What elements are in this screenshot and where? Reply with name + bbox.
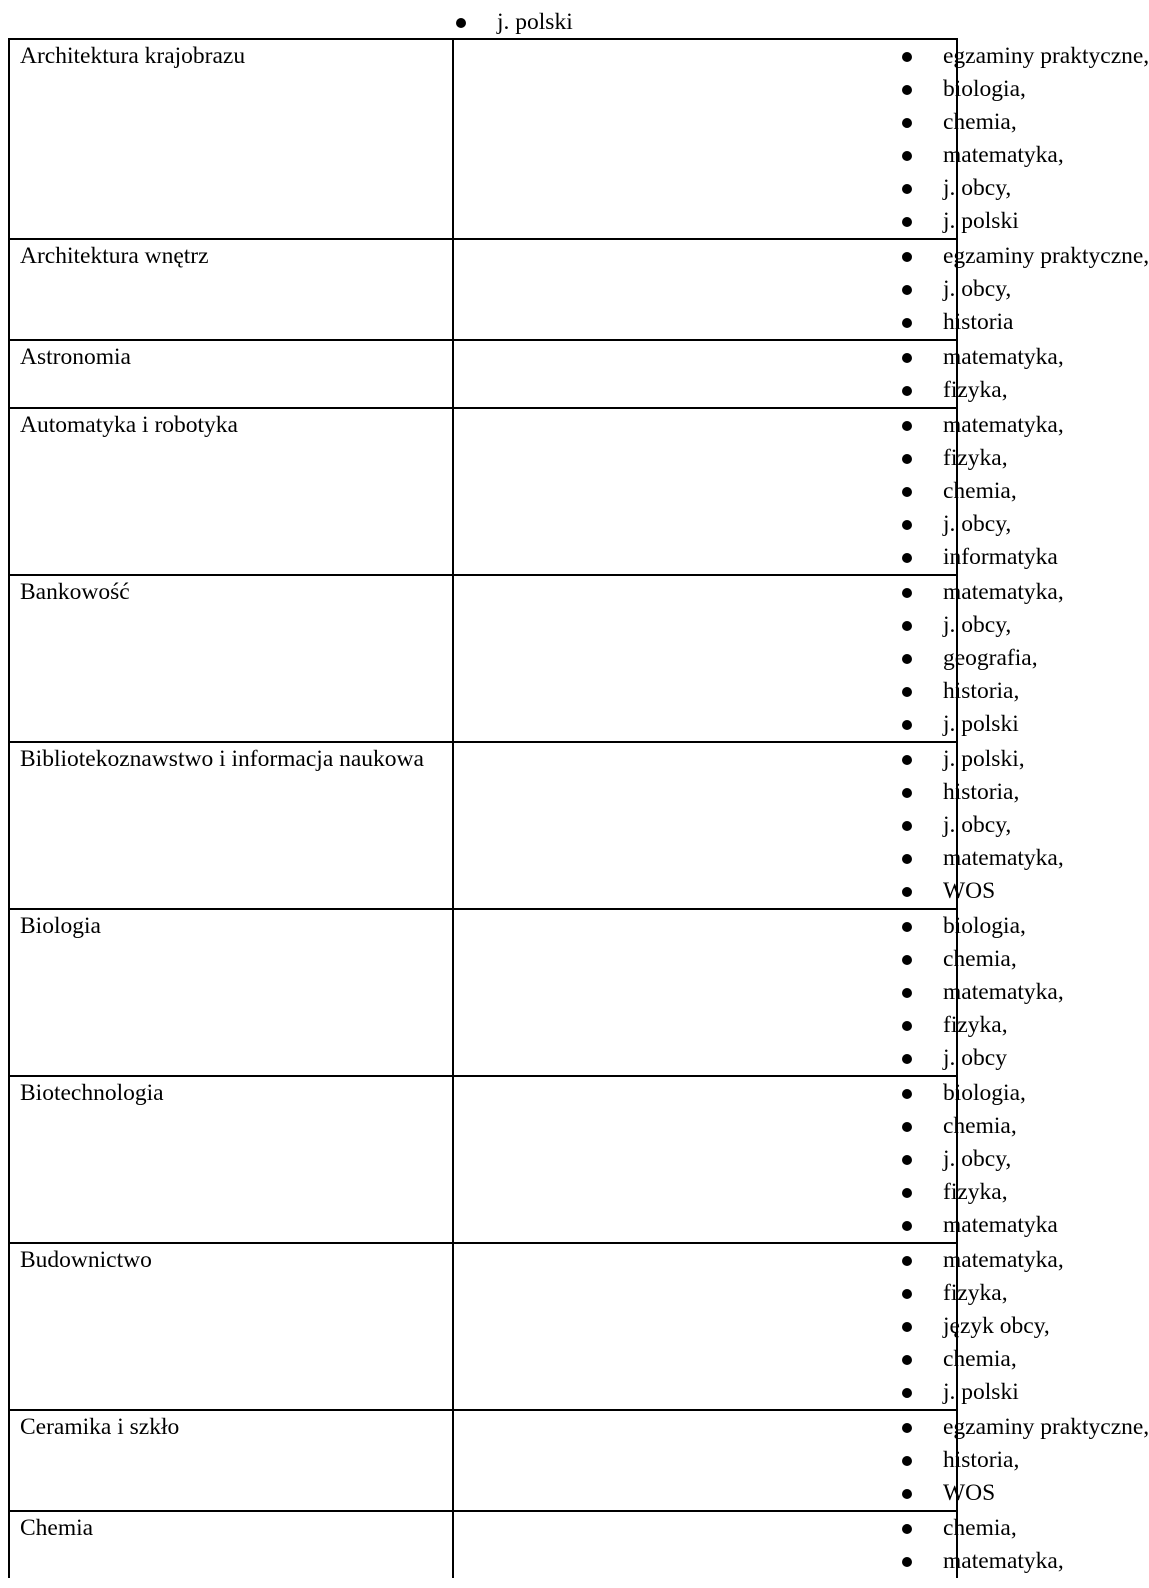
major-name-cell: Budownictwo [9,1243,453,1410]
list-item [905,40,1149,73]
table-row [9,1243,957,1410]
list-item [905,1110,1017,1143]
list-item [905,943,1017,976]
subjects-cell [453,575,1064,742]
subject-text: fizyka, [943,377,1008,403]
bullet-icon [902,654,912,664]
major-name-cell: Architektura krajobrazu [9,39,453,239]
subject-text: matematyka, [943,142,1064,168]
bullet-icon [902,687,912,697]
subject-text: matematyka [943,1212,1058,1238]
subject-list [454,910,1064,1075]
bullet-icon [902,1355,912,1365]
list-item [905,1444,1020,1477]
list-item [905,809,1012,842]
bullet-icon [902,487,912,497]
subjects-cell [453,239,1149,340]
bullet-icon [902,854,912,864]
bullet-icon [902,252,912,262]
subject-text: historia [943,309,1014,335]
subject-text: chemia, [943,1515,1017,1541]
subject-list [454,743,1064,908]
list-item [905,1277,1008,1310]
subject-text: j. polski [943,1379,1019,1405]
list-item [905,106,1017,139]
bullet-icon [902,421,912,431]
list-item [905,306,1014,339]
bullet-icon [902,52,912,62]
major-name-cell: Bankowość [9,575,453,742]
subject-text: egzaminy praktyczne, [943,243,1149,269]
subject-text: matematyka, [943,1548,1064,1574]
subjects-cell [453,1076,1058,1243]
list-item [905,976,1064,1009]
subject-text: fizyka, [943,445,1008,471]
table-body [9,39,1149,1578]
subject-list [454,576,1064,741]
list-item [905,341,1064,374]
subject-list [454,240,1149,339]
list-item [905,1143,1012,1176]
table-row [9,408,957,575]
subjects-cell [453,1410,1149,1511]
subject-list [454,409,1064,574]
bullet-icon [902,1524,912,1534]
list-item [905,1176,1008,1209]
subject-text: chemia, [943,109,1017,135]
subject-text: historia, [943,779,1020,805]
table-row [9,575,957,742]
subjects-cell [453,340,1064,408]
list-item [905,1310,1050,1343]
bullet-icon [902,1221,912,1231]
list-item [905,172,1012,205]
subjects-cell [453,39,1149,239]
list-item [905,1077,1026,1110]
subject-text: egzaminy praktyczne, [943,43,1149,69]
bullet-icon [902,1489,912,1499]
subject-list [454,1244,1064,1409]
bullet-icon [902,1256,912,1266]
bullet-icon [902,1557,912,1567]
bullet-icon [902,788,912,798]
list-item [905,1477,996,1510]
list-item [905,1545,1064,1578]
list-item [905,139,1064,172]
bullet-icon [902,720,912,730]
subject-text: matematyka, [943,979,1064,1005]
subject-text: j. obcy, [943,175,1012,201]
list-item [905,1042,1007,1075]
subject-text: matematyka, [943,845,1064,871]
subject-text: j. obcy, [943,812,1012,838]
subject-text: matematyka, [943,1247,1064,1273]
bullet-icon [902,988,912,998]
bullet-icon [902,1388,912,1398]
subject-text: matematyka, [943,412,1064,438]
major-name-cell: Biologia [9,909,453,1076]
table-row [9,909,957,1076]
list-item [905,240,1149,273]
list-item [905,442,1008,475]
subject-text: j. polski [943,208,1019,234]
bullet-icon [456,18,466,28]
table-row [9,1076,957,1243]
table-row [9,1410,957,1511]
list-item [905,374,1008,407]
major-name-cell: Architektura wnętrz [9,239,453,340]
subject-text: chemia, [943,1346,1017,1372]
subject-text: chemia, [943,478,1017,504]
subject-text: matematyka, [943,579,1064,605]
subject-text: matematyka, [943,344,1064,370]
subject-text: chemia, [943,1113,1017,1139]
table-row [9,1511,957,1578]
table-row [9,340,957,408]
list-item [905,576,1064,609]
bullet-icon [902,184,912,194]
bullet-icon [902,386,912,396]
list-item [905,1009,1008,1042]
bullet-icon [902,553,912,563]
list-item [905,1244,1064,1277]
subject-text: fizyka, [943,1280,1008,1306]
subjects-cell [453,1243,1064,1410]
bullet-icon [902,353,912,363]
subject-text: fizyka, [943,1179,1008,1205]
subject-text: biologia, [943,913,1026,939]
bullet-icon [902,1122,912,1132]
subject-text: egzaminy praktyczne, [943,1414,1149,1440]
subjects-cell [453,408,1064,575]
subject-text: chemia, [943,946,1017,972]
subject-text: informatyka [943,544,1058,570]
bullet-icon [902,588,912,598]
bullet-icon [902,1155,912,1165]
major-name-cell: Chemia [9,1511,453,1578]
major-name-cell: Biotechnologia [9,1076,453,1243]
subject-text: j. polski [497,9,573,35]
subject-text: j. obcy [943,1045,1007,1071]
list-item [905,1411,1149,1444]
subjects-cell [453,1511,1064,1578]
subject-text: historia, [943,678,1020,704]
list-item [905,409,1064,442]
list-item [905,675,1020,708]
list-item [905,205,1019,238]
list-item [905,910,1026,943]
list-item [905,1209,1058,1242]
list-item [905,776,1020,809]
list-item [905,475,1017,508]
subject-text: j. obcy, [943,1146,1012,1172]
list-item [905,1343,1017,1376]
bullet-icon [902,621,912,631]
list-item [905,875,996,908]
bullet-icon [902,1054,912,1064]
bullet-icon [902,922,912,932]
list-item [905,1376,1019,1409]
subject-list [454,1512,1064,1578]
subject-text: język obcy, [943,1313,1050,1339]
bullet-icon [902,1021,912,1031]
subject-text: j. obcy, [943,511,1012,537]
subject-text: j. polski, [943,746,1025,772]
subject-list [454,40,1149,238]
list-item [905,842,1064,875]
list-item [905,541,1058,574]
list-item [905,73,1026,106]
bullet-icon [902,1423,912,1433]
majors-subjects-table [8,38,1149,1578]
bullet-icon [902,454,912,464]
list-item [905,642,1038,675]
bullet-icon [902,755,912,765]
bullet-icon [902,1089,912,1099]
subject-list [454,1077,1058,1242]
bullet-icon [902,821,912,831]
major-name-cell: Ceramika i szkło [9,1410,453,1511]
subject-text: biologia, [943,1080,1026,1106]
bullet-icon [902,285,912,295]
bullet-icon [902,85,912,95]
major-name-cell: Bibliotekoznawstwo i informacja naukowa [9,742,453,909]
subjects-cell [453,742,1064,909]
list-item [905,743,1025,776]
major-name-cell: Automatyka i robotyka [9,408,453,575]
list-item [905,708,1019,741]
list-item [905,1512,1017,1545]
subject-text: WOS [943,878,996,904]
bullet-icon [902,1456,912,1466]
major-name-cell: Astronomia [9,340,453,408]
bullet-icon [902,217,912,227]
table-row [9,742,957,909]
subject-text: j. polski [943,711,1019,737]
subject-text: geografia, [943,645,1038,671]
subjects-cell [453,909,1064,1076]
subject-list [454,341,1064,407]
bullet-icon [902,318,912,328]
bullet-icon [902,151,912,161]
subject-text: j. obcy, [943,612,1012,638]
subject-list [454,1411,1149,1510]
bullet-icon [902,520,912,530]
subject-text: biologia, [943,76,1026,102]
subject-text: fizyka, [943,1012,1008,1038]
subject-text: historia, [943,1447,1020,1473]
bullet-icon [902,1188,912,1198]
list-item [905,508,1012,541]
list-item [905,609,1012,642]
list-item [905,273,1012,306]
bullet-icon [902,1289,912,1299]
subject-text: j. obcy, [943,276,1012,302]
bullet-icon [902,887,912,897]
bullet-icon [902,955,912,965]
bullet-icon [902,1322,912,1332]
table-row [9,39,957,239]
subject-text: WOS [943,1480,996,1506]
table-row [9,239,957,340]
bullet-icon [902,118,912,128]
